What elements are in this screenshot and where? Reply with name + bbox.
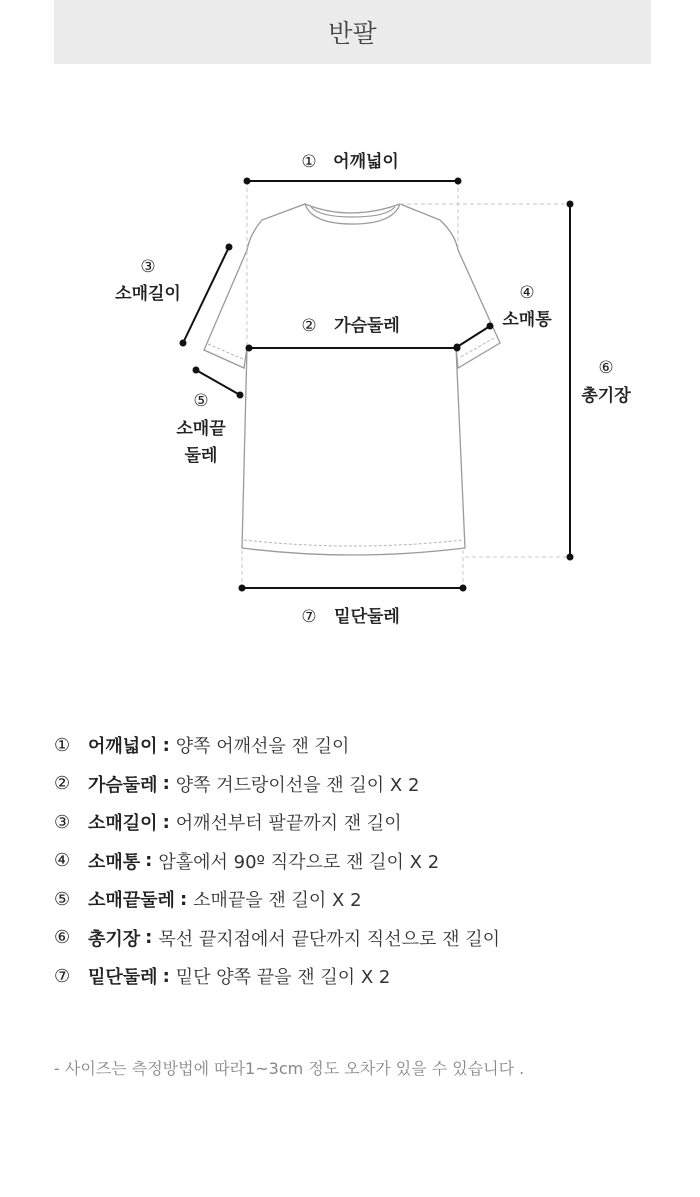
legend-separator: :: [162, 773, 170, 795]
sleeve-length-label-number: ③: [140, 257, 156, 277]
legend-description: 양쪽 어깨선을 잰 길이: [175, 736, 350, 758]
legend-separator: :: [179, 888, 188, 910]
chest-label: 가슴둘레: [334, 316, 400, 336]
legend-item-sleeve-hem: [54, 880, 674, 919]
total-length-label: 총기장: [581, 386, 631, 406]
legend-description: 소매끝을 잰 길이 X 2: [193, 890, 362, 912]
sleeve-hem-label-number: ⑤: [193, 391, 209, 411]
legend-description: 암홀에서 90º 직각으로 잰 길이 X 2: [158, 851, 440, 873]
legend-term: 소매통: [88, 851, 141, 873]
legend-description: 밑단 양쪽 끝을 잰 길이 X 2: [175, 967, 391, 989]
legend-separator: :: [162, 734, 170, 756]
measurement-legend: [54, 726, 674, 996]
hem-label-number: ⑦: [301, 607, 317, 627]
legend-term: 소매끝둘레: [88, 890, 175, 912]
legend-item-shoulder: [54, 726, 674, 765]
shoulder-label-number: ①: [301, 152, 317, 172]
legend-item-sleeve-width: [54, 842, 674, 881]
sleeve-hem-label-2: 둘레: [184, 446, 218, 466]
hem-label: 밑단둘레: [334, 607, 400, 627]
legend-number: ④: [54, 850, 71, 872]
total-length-label-number: ⑥: [598, 358, 614, 378]
legend-separator: :: [145, 850, 153, 872]
legend-term: 가슴둘레: [88, 774, 158, 796]
legend-description: 어깨선부터 팔끝까지 잰 길이: [175, 813, 402, 835]
sleeve-width-label-number: ④: [519, 283, 535, 303]
legend-item-hem: [54, 957, 674, 996]
sleeve-hem-label-1: 소매끝: [176, 419, 226, 439]
legend-number: ⑥: [54, 927, 71, 949]
legend-term: 밑단둘레: [88, 967, 158, 989]
legend-term: 어깨넓이: [88, 736, 158, 758]
legend-number: ⑤: [54, 888, 71, 910]
legend-separator: :: [162, 965, 170, 987]
legend-number: ⑦: [54, 965, 71, 987]
legend-number: ③: [54, 811, 71, 833]
size-disclaimer-note: - 사이즈는 측정방법에 따라1~3cm 정도 오차가 있을 수 있습니다 .: [54, 1059, 525, 1078]
legend-description: 목선 끝지점에서 끝단까지 직선으로 잰 길이: [158, 928, 500, 950]
legend-separator: :: [145, 927, 153, 949]
legend-number: ②: [54, 773, 71, 795]
sleeve-width-label: 소매통: [502, 310, 552, 330]
legend-item-total-length: [54, 919, 674, 958]
legend-item-chest: [54, 765, 674, 804]
legend-separator: :: [162, 811, 170, 833]
legend-number: ①: [54, 734, 71, 756]
chest-label-number: ②: [301, 316, 317, 336]
page-title: 반팔: [328, 19, 377, 48]
sleeve-length-label: 소매길이: [115, 284, 181, 304]
shoulder-label: 어깨넓이: [333, 152, 399, 172]
tshirt-outline: [204, 204, 500, 555]
legend-term: 소매길이: [88, 813, 158, 835]
legend-item-sleeve-length: [54, 803, 674, 842]
legend-term: 총기장: [88, 928, 141, 950]
legend-description: 양쪽 겨드랑이선을 잰 길이 X 2: [175, 774, 420, 796]
